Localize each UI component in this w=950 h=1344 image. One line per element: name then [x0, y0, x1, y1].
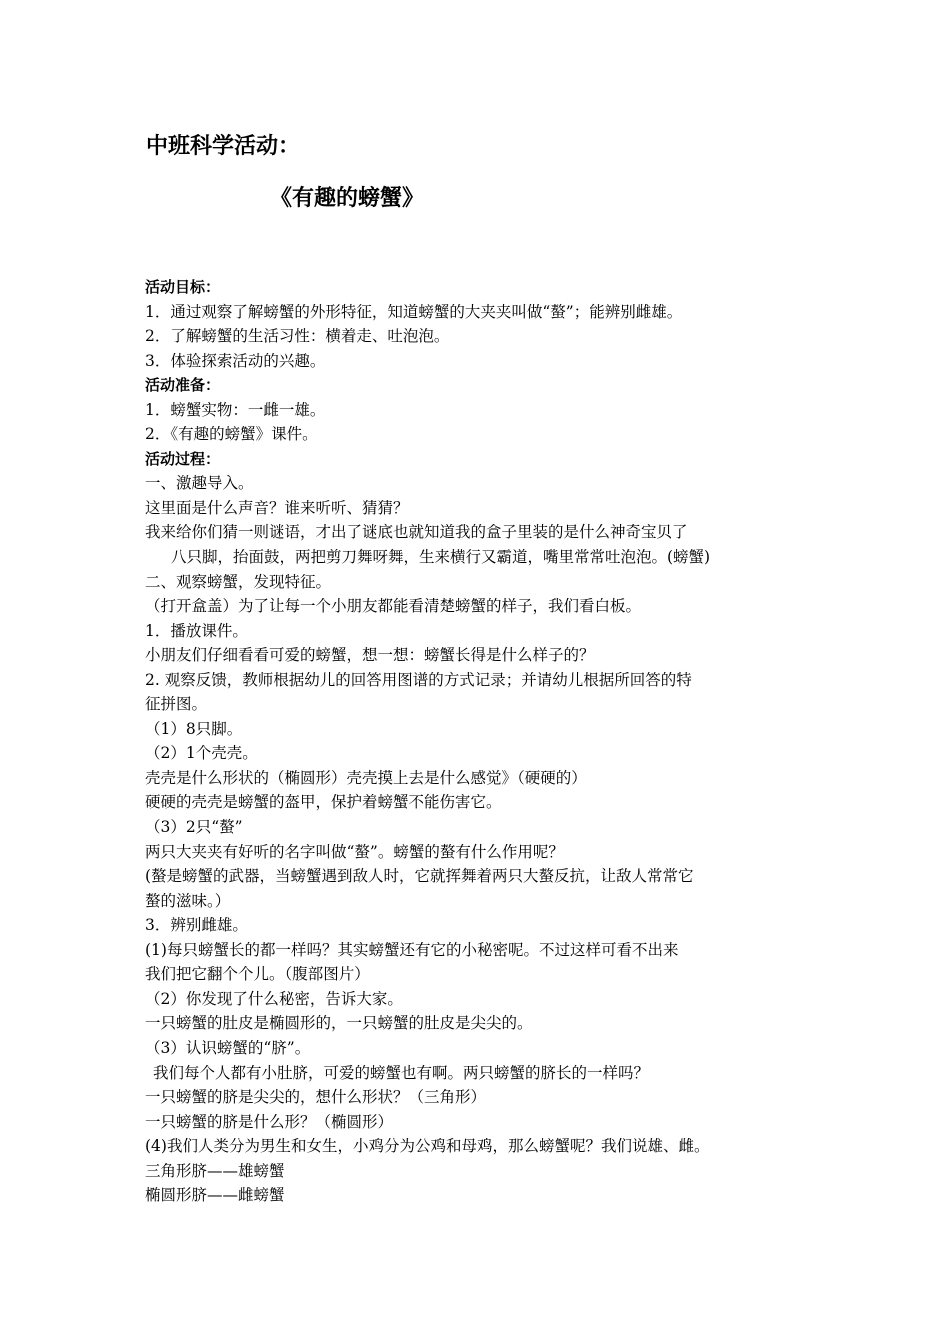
text-line: 一只螃蟹的脐是尖尖的，想什么形状？（三角形） — [145, 1088, 487, 1107]
document-body — [145, 275, 825, 1208]
text-line: （3）认识螃蟹的“脐”。 — [145, 1038, 311, 1057]
text-line: （1）8只脚。 — [145, 719, 243, 738]
text-line: 一、激趣导入。 — [145, 474, 254, 493]
text-line: 壳壳是什么形状的（椭圆形）壳壳摸上去是什么感觉》（硬硬的） — [145, 768, 587, 787]
section-heading-goals: 活动目标： — [145, 278, 221, 296]
text-line: 硬硬的壳壳是螃蟹的盔甲，保护着螃蟹不能伤害它。 — [145, 793, 502, 812]
text-line: 小朋友们仔细看看可爱的螃蟹，想一想：螃蟹长得是什么样子的？ — [145, 646, 595, 665]
text-line: 两只大夹夹有好听的名字叫做“螯”。螃蟹的螯有什么作用呢？ — [145, 842, 564, 861]
text-line: 我们把它翻个个儿。（腹部图片） — [145, 965, 370, 984]
text-line: 3．辨别雌雄。 — [145, 916, 248, 935]
text-line: 1．螃蟹实物：一雌一雄。 — [145, 400, 326, 419]
text-line: (螯是螃蟹的武器，当螃蟹遇到敌人时，它就挥舞着两只大螯反抗，让敌人常常它 — [145, 867, 694, 886]
text-line: 征拼图。 — [145, 695, 208, 714]
text-line: 一只螃蟹的脐是什么形？（椭圆形） — [145, 1112, 394, 1131]
text-line: 2．了解螃蟹的生活习性：横着走、吐泡泡。 — [145, 327, 450, 346]
text-line: 螯的滋味。） — [145, 891, 231, 910]
text-line: 三角形脐——雄螃蟹 — [145, 1161, 285, 1180]
document-subtitle: 《有趣的螃蟹》 — [270, 186, 425, 211]
document-title: 中班科学活动： — [146, 134, 301, 159]
text-line: 1．通过观察了解螃蟹的外形特征，知道螃蟹的大夹夹叫做“螯”；能辨别雌雄。 — [145, 302, 683, 321]
text-line: （2）1个壳壳。 — [145, 744, 258, 763]
text-line: （3）2只“螯” — [145, 818, 243, 837]
text-line: (1)每只螃蟹长的都一样吗？其实螃蟹还有它的小秘密呢。不过这样可看不出来 — [145, 940, 679, 959]
text-line: 我们每个人都有小肚脐，可爱的螃蟹也有啊。两只螃蟹的脐长的一样吗？ — [153, 1063, 650, 1082]
text-line: 2. 观察反馈，教师根据幼儿的回答用图谱的方式记录；并请幼儿根据所回答的特 — [145, 670, 692, 689]
text-line: （2）你发现了什么秘密，告诉大家。 — [145, 989, 403, 1008]
text-line: 二、观察螃蟹，发现特征。 — [145, 572, 332, 591]
riddle-line: 八只脚，抬面鼓，两把剪刀舞呀舞，生来横行又霸道，嘴里常常吐泡泡。(螃蟹) — [171, 548, 711, 567]
section-heading-preparation: 活动准备： — [145, 376, 221, 395]
text-line: 2．《有趣的螃蟹》课件。 — [145, 425, 318, 444]
text-line: （打开盒盖）为了让每一个小朋友都能看清楚螃蟹的样子，我们看白板。 — [145, 597, 642, 616]
text-line: 椭圆形脐——雌螃蟹 — [145, 1186, 285, 1205]
text-line: 这里面是什么声音？谁来听听、猜猜？ — [145, 498, 409, 517]
text-line: 我来给你们猜一则谜语，才出了谜底也就知道我的盒子里装的是什么神奇宝贝了 — [145, 523, 688, 542]
text-line: 3．体验探索活动的兴趣。 — [145, 351, 326, 370]
text-line: 一只螃蟹的肚皮是椭圆形的，一只螃蟹的肚皮是尖尖的。 — [145, 1014, 533, 1033]
text-line: (4)我们人类分为男生和女生，小鸡分为公鸡和母鸡，那么螃蟹呢？我们说雄、雌。 — [145, 1137, 710, 1156]
section-heading-process: 活动过程： — [145, 449, 221, 468]
text-line: 1．播放课件。 — [145, 621, 248, 640]
